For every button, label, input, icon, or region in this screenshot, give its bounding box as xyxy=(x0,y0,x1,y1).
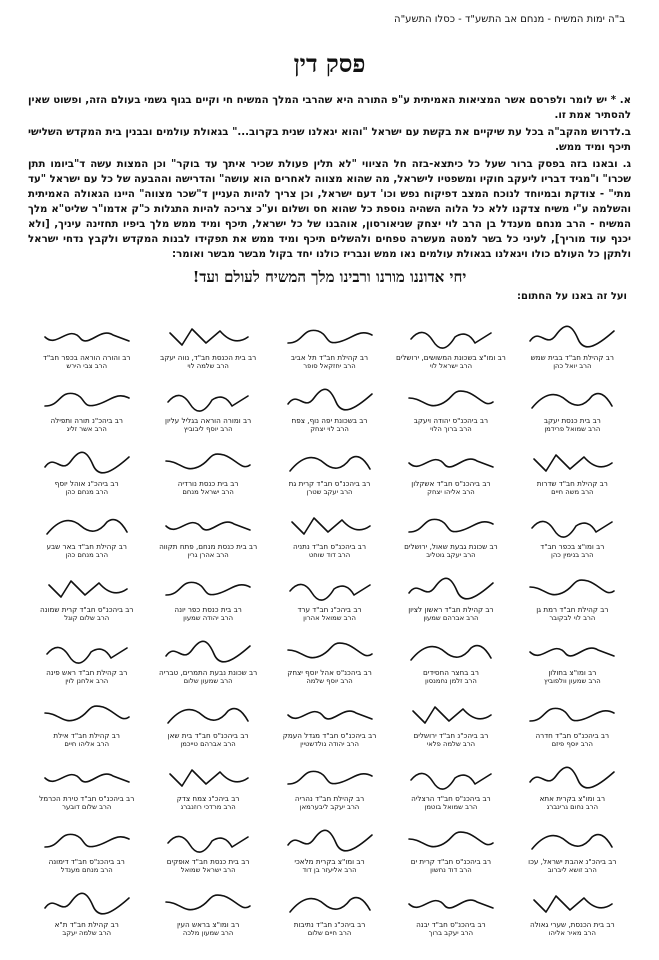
handwritten-signature xyxy=(284,825,376,855)
signer-role: רב ביהכנ"ס חב"ד קרית גת xyxy=(288,479,371,488)
signer-role: רב בית כנסת יעקב xyxy=(543,416,601,425)
handwritten-signature xyxy=(41,447,133,477)
handwritten-signature xyxy=(162,888,254,918)
signer-name: הרב שלמה יעקב xyxy=(62,929,112,937)
signer-name: הרב יוסף פיזם xyxy=(551,740,593,748)
signer-role: רב ביהכ"נ חב"ד נתיבות xyxy=(293,920,366,929)
paragraph-c: ג. ובאנו בזה בפסק ברור שעל כל כיתצא-בזה חל הציווי "לא תלין פעולת שכיר איתך עד בוקר" וכן המצות עשה ד"ביומו תתן שכרו" ו"מגיד דבריו ליעקב חוקיו ומשפטיו לישראל, מה שהוא מצווה לאחרים הוא עושה" והדרישה וההבעה של כל עם ישראל "עד מתי" - צודקת ובמיוחד לנוכח המצב דפיקוח נפש וכו' דעם ישראל, וכן צריך להיות העניין ד"שכר מצווה" היינו הגאולה האמיתית והשלמה ע"י משיח צדקנו ללא כל הלוה השהיה נוספת כל שהוא חס ושלום וע"כ צריכה להיות התגלות כ"ק אדמו"ר שליט"א מלך המשיח - הרב מנחם מענדל בן הרב לוי יצחק שניאורסון, אוהבנו של כל ישראל, תיכף ומיד ממש מלך ביפיו תחזינה עיניך, [ולא יכנף עוד מוריך], לעיני כל בשר למטה מעשרה טפחים ולהשלים תיכף ומיד ממש את תפקידו לבנות המקדש ולקבץ נדחי ישראל ולתקן כל העולם כולו ויגאלנו בגאולת עולמים נאו ממש ונבריז כולנו יחד בקול מבשר מבשר ואומר: xyxy=(28,159,631,260)
handwritten-signature xyxy=(162,762,254,792)
signature-stroke xyxy=(45,452,129,473)
signer-name: הרב מנחם כהן xyxy=(65,488,109,496)
signature-stroke xyxy=(292,518,370,534)
signer-name: הרב צבי הירש xyxy=(66,362,108,370)
signature-block xyxy=(28,879,145,942)
signer-name: הרב מנחם מענדל xyxy=(60,866,113,874)
signer-name: הרב יחזקאל סופר xyxy=(303,362,356,370)
signature-block xyxy=(149,564,266,627)
handwritten-signature xyxy=(284,699,376,729)
signer-role: רב בית כנסת כפר יונה xyxy=(174,605,242,614)
signer-role: רב ביהכנ"ס חב"ד טירת הכרמל xyxy=(39,794,135,803)
handwritten-signature xyxy=(526,825,618,855)
handwritten-signature xyxy=(405,321,497,351)
handwritten-signature xyxy=(162,321,254,351)
signature-stroke xyxy=(45,834,129,847)
handwritten-signature xyxy=(162,573,254,603)
handwritten-signature xyxy=(284,447,376,477)
signer-role: רב ומו"צ בשכונת המשושים, ירושלים xyxy=(395,353,506,362)
handwritten-signature xyxy=(162,447,254,477)
signature-block xyxy=(271,690,388,753)
signature-stroke xyxy=(288,330,372,343)
signer-name: הרב דוד שוחט xyxy=(308,551,351,559)
signature-stroke xyxy=(45,774,129,782)
paragraph-b: ב.לדרוש מהקב"ה בכל עת שיקיים את בקשת עם ישראל "והוא יגאלנו שנית בקרוב..." בגאולת עולמים ובבנין בית המקדש השלישי תיכף ומיד ממש. xyxy=(28,127,631,153)
signer-name: הרב ישראל לוי xyxy=(429,362,473,370)
signature-block xyxy=(514,375,631,438)
signature-block xyxy=(28,753,145,816)
signer-name: הרב יעקב שטרן xyxy=(306,488,353,496)
signature-stroke xyxy=(530,708,614,721)
handwritten-signature xyxy=(405,888,497,918)
signature-stroke xyxy=(290,457,370,471)
signature-stroke xyxy=(168,395,248,411)
signer-name: הרב אשר זליג xyxy=(66,425,107,433)
handwritten-signature xyxy=(284,762,376,792)
signer-role: רב ביהכנ"ס אהל יוסף יצחק xyxy=(287,668,372,677)
handwritten-signature xyxy=(405,384,497,414)
slogan: יחי אדוננו מורנו ורבינו מלך המשיח לעולם ועד! xyxy=(192,268,467,286)
signature-block xyxy=(392,375,509,438)
signature-block xyxy=(392,690,509,753)
signature-block xyxy=(149,312,266,375)
signer-name: הרב שלום קוגל xyxy=(64,614,110,622)
signature-stroke xyxy=(290,898,370,912)
signature-stroke xyxy=(45,393,129,406)
handwritten-signature xyxy=(41,384,133,414)
signature-block xyxy=(514,753,631,816)
signer-role: רב ביהכנ"ס חב"ד חדרה xyxy=(535,731,610,740)
signer-name: הרב אברהם שמעון xyxy=(423,614,479,622)
handwritten-signature xyxy=(41,573,133,603)
handwritten-signature xyxy=(526,636,618,666)
signer-name: הרב שמעון שלום xyxy=(183,677,233,685)
signature-stroke xyxy=(166,454,250,469)
signer-role: רב ביהכנ"ס חב"ד הרצליה xyxy=(411,794,491,803)
signature-stroke xyxy=(47,647,127,663)
signer-role: רב והורה הוראה בכפר חב"ד xyxy=(42,353,131,362)
signature-block xyxy=(271,816,388,879)
signer-role: רב ומו"צ בקרית אתא xyxy=(539,794,606,803)
handwritten-signature xyxy=(284,573,376,603)
signature-block xyxy=(271,312,388,375)
signature-block xyxy=(149,690,266,753)
signature-block xyxy=(392,816,509,879)
signer-role: רב ביהכ"נ חב"ד ירושלים xyxy=(413,731,489,740)
handwritten-signature xyxy=(405,447,497,477)
signature-block xyxy=(271,375,388,438)
signature-block xyxy=(392,879,509,942)
signer-role: רב קהילת חב"ד רמת גן xyxy=(536,605,609,614)
signer-name: הרב מנחם כהן xyxy=(65,551,109,559)
signer-name: הרב מאיר אליהו xyxy=(548,929,596,937)
handwritten-signature xyxy=(41,825,133,855)
signer-role: רב ביהכ"נ אוהל יוסף xyxy=(54,479,119,488)
signature-block xyxy=(271,438,388,501)
signature-block xyxy=(28,816,145,879)
signature-stroke xyxy=(409,900,493,908)
handwritten-signature xyxy=(526,384,618,414)
handwritten-signature xyxy=(284,384,376,414)
signer-name: הרב זלמן נחמנסון xyxy=(425,677,477,685)
signer-role: רב קהילת חב"ד בבית שמש xyxy=(530,353,614,362)
signer-name: הרב ישראל מנחם xyxy=(182,488,234,496)
signer-name: הרב לוי יצחק xyxy=(310,425,349,433)
signature-block xyxy=(28,501,145,564)
signature-block xyxy=(28,564,145,627)
signature-stroke xyxy=(288,389,372,410)
signature-stroke xyxy=(532,521,612,537)
signature-stroke xyxy=(530,326,614,347)
handwritten-signature xyxy=(284,888,376,918)
signer-role: רב ומו"צ בקרית מלאכי xyxy=(294,857,365,866)
signature-block xyxy=(149,375,266,438)
signer-name: הרב יואל כהן xyxy=(553,362,592,370)
signer-name: הרב נחום גרינברג xyxy=(546,803,599,811)
signer-role: רב קהילת חב"ד ראש פינה xyxy=(46,668,128,677)
signature-stroke xyxy=(413,707,491,723)
signature-block xyxy=(514,564,631,627)
handwritten-signature xyxy=(41,699,133,729)
signature-block xyxy=(28,375,145,438)
signer-name: הרב אברהם טייכמן xyxy=(180,740,236,748)
signer-role: רב ביהכנ"ס חב"ד בית שאן xyxy=(167,731,249,740)
signature-stroke xyxy=(45,333,129,341)
signature-stroke xyxy=(170,770,248,786)
signer-name: הרב שלמה פלאי xyxy=(426,740,476,748)
signer-name: הרב מרדכי רוזנברג xyxy=(180,803,236,811)
signature-stroke xyxy=(411,773,491,789)
signature-block xyxy=(392,564,509,627)
signature-block xyxy=(514,879,631,942)
handwritten-signature xyxy=(526,321,618,351)
signature-block xyxy=(514,816,631,879)
signature-block xyxy=(514,312,631,375)
signer-role: רב ביהכנ"ס חב"ד מגדל העמק xyxy=(282,731,377,740)
handwritten-signature xyxy=(526,447,618,477)
handwritten-signature xyxy=(526,699,618,729)
signature-block xyxy=(149,879,266,942)
signature-stroke xyxy=(168,836,248,852)
signature-block xyxy=(514,627,631,690)
signer-role: רב קהילת חב"ד באר שבע xyxy=(46,542,127,551)
signature-stroke xyxy=(166,641,250,662)
signer-name: הרב שמעון וולפוביץ xyxy=(543,677,601,685)
signer-role: רב ומו"צ בראש העין xyxy=(176,920,240,929)
signature-block xyxy=(28,312,145,375)
signature-block xyxy=(514,690,631,753)
signer-role: רב בשכונת יפה נוף, צפת xyxy=(291,416,368,425)
signature-stroke xyxy=(45,893,129,914)
handwritten-signature xyxy=(41,636,133,666)
signature-block xyxy=(514,501,631,564)
handwritten-signature xyxy=(41,888,133,918)
signer-name: הרב בנימין כהן xyxy=(551,551,594,559)
signature-block xyxy=(149,501,266,564)
signer-name: הרב דוד נחשון xyxy=(430,866,472,874)
signer-role: רב ביהכנ"ס חב"ד קרית שמונה xyxy=(39,605,134,614)
handwritten-signature xyxy=(162,699,254,729)
signature-stroke xyxy=(168,709,248,723)
handwritten-signature xyxy=(284,510,376,540)
signature-block xyxy=(271,564,388,627)
signer-name: הרב יהודה גולדשטיין xyxy=(300,740,359,748)
signer-name: הרב יהודה שמעון xyxy=(183,614,234,622)
handwritten-signature xyxy=(405,636,497,666)
signer-name: הרב חיים שלום xyxy=(307,929,352,937)
signature-block xyxy=(28,627,145,690)
signer-name: הרב שלמה לוי xyxy=(187,362,229,370)
signer-name: הרב יעקב גוטליב xyxy=(426,551,476,559)
date-header: ב"ה ימות המשיח - מנחם אב התשע"ד - כסלו התשע"ה xyxy=(394,14,625,25)
signature-stroke xyxy=(288,643,372,658)
signer-role: רב ביהכנ"ס יהודה ויעקב xyxy=(413,416,489,425)
signer-name: הרב יעקב ליבערמאן xyxy=(299,803,360,811)
signature-block xyxy=(28,438,145,501)
signature-block xyxy=(271,753,388,816)
signature-stroke xyxy=(532,394,612,408)
signature-block xyxy=(514,438,631,501)
signer-role: רב ביהכ"נ חב"ד ערד xyxy=(297,605,362,614)
handwritten-signature xyxy=(405,825,497,855)
signature-block xyxy=(271,627,388,690)
handwritten-signature xyxy=(405,762,497,792)
signer-role: רב בית הכנסת, שערי גאולה xyxy=(529,920,615,929)
signature-stroke xyxy=(530,648,614,656)
handwritten-signature xyxy=(526,573,618,603)
signature-block xyxy=(271,501,388,564)
handwritten-signature xyxy=(162,636,254,666)
handwritten-signature xyxy=(405,699,497,729)
signer-name: הרב שמואל פרידמן xyxy=(544,425,601,433)
signature-block xyxy=(392,312,509,375)
signature-stroke xyxy=(409,391,493,406)
signed-label: ועל זה באנו על החתום: xyxy=(517,291,627,302)
signer-role: רב קהילת חב"ד נהריה xyxy=(294,794,365,803)
signer-role: רב ביהכ"נ צמח צדק xyxy=(176,794,240,803)
signature-block xyxy=(392,501,509,564)
signature-stroke xyxy=(288,771,372,784)
signature-stroke xyxy=(409,519,493,532)
signer-role: רב בחצר החסידים xyxy=(422,668,479,677)
signer-name: הרב שמואל בוטמן xyxy=(424,803,478,811)
signer-name: הרב לוי לבקובר xyxy=(549,614,596,622)
signature-block xyxy=(28,690,145,753)
signature-stroke xyxy=(166,522,250,530)
signer-role: רב בית כנסת מנחם, פתח תקווה xyxy=(159,542,258,551)
signer-name: הרב אליהו יצחק xyxy=(427,488,475,496)
signer-name: הרב יעקב ברוך xyxy=(428,929,474,937)
signature-stroke xyxy=(170,329,248,345)
signer-name: הרב ברוך הלוי xyxy=(430,425,472,433)
document-title: פסק דין xyxy=(293,49,366,78)
signature-stroke xyxy=(288,711,372,719)
signer-name: הרב אהרן גרין xyxy=(187,551,229,559)
signer-role: רב ביהכנ"ס חב"ד נתניה xyxy=(292,542,367,551)
signature-stroke xyxy=(534,896,612,912)
handwritten-signature xyxy=(526,762,618,792)
signature-stroke xyxy=(409,578,493,599)
signature-stroke xyxy=(530,767,614,788)
signer-role: רב קהילת חב"ד ראשון לציון xyxy=(408,605,494,614)
signer-role: רב ומו"צ בחולון xyxy=(548,668,597,677)
handwritten-signature xyxy=(41,321,133,351)
signature-stroke xyxy=(47,520,127,534)
signer-role: רב ביהכ"נ אהבת ישראל, עכו xyxy=(528,857,617,866)
signer-name: הרב אליהו חיים xyxy=(64,740,110,748)
signer-name: הרב אליעזר בן דוד xyxy=(302,866,357,874)
handwritten-signature xyxy=(284,636,376,666)
signature-stroke xyxy=(534,455,612,471)
signature-stroke xyxy=(166,895,250,910)
handwritten-signature xyxy=(41,762,133,792)
signature-block xyxy=(392,438,509,501)
signature-block xyxy=(149,753,266,816)
signature-block xyxy=(149,438,266,501)
handwritten-signature xyxy=(526,510,618,540)
signer-role: רב קהילת חב"ד שדרות xyxy=(536,479,608,488)
signer-role: רב ביהכ"נ תורה ותפילה xyxy=(50,416,123,425)
signer-role: רב קהילת חב"ד תל אביב xyxy=(290,353,369,362)
signature-grid xyxy=(28,312,631,942)
signer-name: הרב שלום דובער xyxy=(62,803,112,811)
signature-stroke xyxy=(166,582,250,595)
signature-block xyxy=(392,753,509,816)
signature-block xyxy=(392,627,509,690)
signature-stroke xyxy=(288,830,372,851)
signer-role: רב ביהכנ"ס חב"ד אשקלון xyxy=(411,479,491,488)
signature-stroke xyxy=(532,835,612,849)
handwritten-signature xyxy=(162,825,254,855)
signer-name: הרב יוסף שלמה xyxy=(306,677,353,685)
signer-name: הרב שמואל אהרון xyxy=(303,614,356,622)
signature-stroke xyxy=(409,459,493,467)
signer-name: הרב אלחנן לוין xyxy=(65,677,109,685)
handwritten-signature xyxy=(405,510,497,540)
signature-stroke xyxy=(290,584,370,600)
signer-name: הרב זושא ליברוב xyxy=(547,866,597,874)
signer-name: הרב משה חיים xyxy=(551,488,594,496)
signer-name: הרב יוסף ליבוביץ xyxy=(183,425,233,433)
signer-role: רב שכונת גבעת שאול, ירושלים xyxy=(404,542,498,551)
signature-stroke xyxy=(411,332,491,348)
paragraph-a: א. * יש לומר ולפרסם אשר המציאות האמיתית ע"פ התורה היא שהרבי המלך המשיח חי וקיים בגוף גשמי בעולם הזה, ופשוט שאין להסתיר אמת זו. xyxy=(28,95,631,121)
signature-stroke xyxy=(530,580,614,595)
signer-role: רב ומו"צ בכפר חב"ד xyxy=(540,542,605,551)
signer-role: רב ביהכנ"ס חב"ד קרית ים xyxy=(410,857,492,866)
signer-name: הרב ישראל שמואל xyxy=(180,866,236,874)
signature-block xyxy=(149,816,266,879)
signer-role: רב ביהכנ"ס חב"ד דימונה xyxy=(48,857,125,866)
handwritten-signature xyxy=(284,321,376,351)
signer-name: הרב שמעון מלכה xyxy=(182,929,234,937)
handwritten-signature xyxy=(41,510,133,540)
signer-role: רב ומורה הוראה בגליל עליון xyxy=(165,416,252,425)
signature-block xyxy=(271,879,388,942)
signer-role: רב קהילת חב"ד אילת xyxy=(53,731,120,740)
signature-stroke xyxy=(411,646,491,660)
signer-role: רב ביהכנ"ס חב"ד יבנה xyxy=(416,920,486,929)
signature-block xyxy=(149,627,266,690)
handwritten-signature xyxy=(526,888,618,918)
handwritten-signature xyxy=(405,573,497,603)
signature-stroke xyxy=(45,706,129,721)
signature-stroke xyxy=(409,832,493,847)
signer-role: רב קהילת חב"ד ת"א xyxy=(54,920,119,929)
signer-role: רב בית כנסת חב"ד אופקים xyxy=(166,857,250,866)
handwritten-signature xyxy=(162,510,254,540)
signer-role: רב בית הכנסת חב"ד, נווה יעקב xyxy=(160,353,257,362)
signer-role: רב בית כנסת נורדיה xyxy=(177,479,239,488)
signature-stroke xyxy=(49,581,127,597)
handwritten-signature xyxy=(162,384,254,414)
signer-role: רב שכונת נבעת התמרים, טבריה xyxy=(158,668,258,677)
